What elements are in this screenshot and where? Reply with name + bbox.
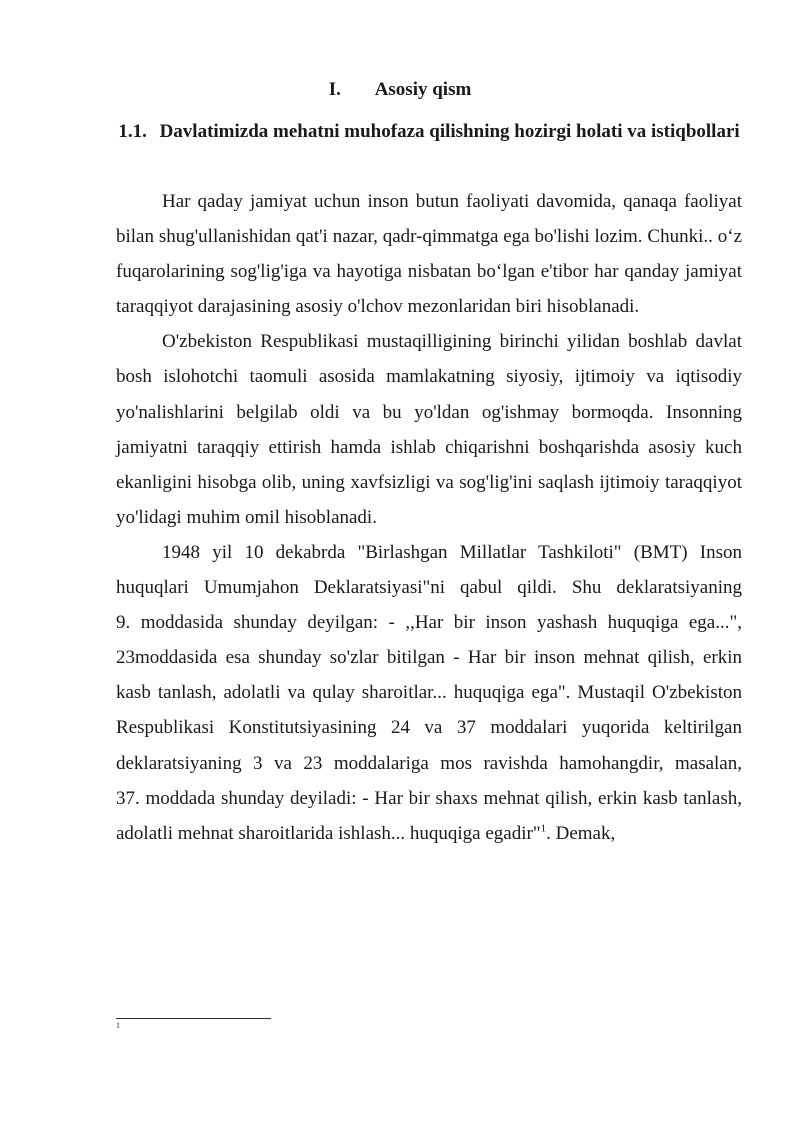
footnote-marker: 1 bbox=[116, 1021, 120, 1030]
paragraph: O'zbekiston Respublikasi mustaqilligining birinchi yilidan boshlab davlat bosh islohotchi taomuli asosida mamlakatning siyosiy, ijtimoiy va iqtisodiy yo'nalishlarini belgilab oldi va bu yo'ldan og'ishmay bormoqda. Insonning jamiyatni taraqqiy ettirish hamda ishlab chiqarishni boshqarishda asosiy kuch ekanligini hisobga olib, uning xavfsizligi va sog'lig'ini saqlash ijtimoiy taraqqiyot yo'lidagi muhim omil hisoblanadi. bbox=[116, 331, 742, 528]
section-title: Asosiy qism bbox=[374, 79, 472, 100]
section-number: I. bbox=[328, 79, 341, 100]
footnote-reference[interactable]: 1 bbox=[540, 822, 547, 835]
paragraph bbox=[116, 781, 742, 851]
subsection-heading bbox=[118, 114, 740, 149]
subsection-number: 1.1. bbox=[118, 121, 147, 142]
paragraph: 1948 yil 10 dekabrda "Birlashgan Millatlar Tashkiloti" (BMT) Inson huquqlari Umumjahon Deklaratsiyasi"ni qabul qildi. Shu deklaratsiyaning bbox=[116, 541, 742, 599]
body-text bbox=[116, 184, 742, 851]
section-heading bbox=[0, 76, 800, 104]
footnote-divider bbox=[116, 1018, 271, 1019]
paragraph: 9. moddasida shunday deyilgan: - ,,Har bir inson yashash huquqiga ega...", 23moddasida esa shunday so'zlar bitilgan - Har bir inson mehnat qilish, erkin kasb tanlash, adolatli va qulay sharoitlar... huquqiga ega". Mustaqil O'zbekiston Respublikasi Konstitutsiyasining 24 va 37 moddalari yuqorida keltirilgan deklaratsiyaning 3 va 23 moddalariga mos ravishda hamohangdir, masalan, bbox=[116, 612, 742, 774]
subsection-title: Davlatimizda mehatni muhofaza qilishning hozirgi holati va istiqbollari bbox=[159, 121, 740, 142]
paragraph: Har qaday jamiyat uchun inson butun faoliyati davomida, qanaqa faoliyat bilan shug'ullanishidan qat'i nazar, qadr-qimmatga ega bo'lishi lozim. Chunki.. o‘z fuqarolarining sog'lig'iga va hayotiga nisbatan bo‘lgan e'tibor har qanday jamiyat taraqqiyot darajasining asosiy o'lchov mezonlaridan biri hisoblanadi. bbox=[116, 191, 742, 318]
paragraph-text: 37. moddada shunday deyiladi: - Har bir shaxs mehnat qilish, erkin kasb tanlash, adolatli mehnat sharoitlarida ishlash... huquqiga egadir" bbox=[116, 787, 742, 844]
paragraph-tail: . Demak, bbox=[546, 822, 616, 844]
